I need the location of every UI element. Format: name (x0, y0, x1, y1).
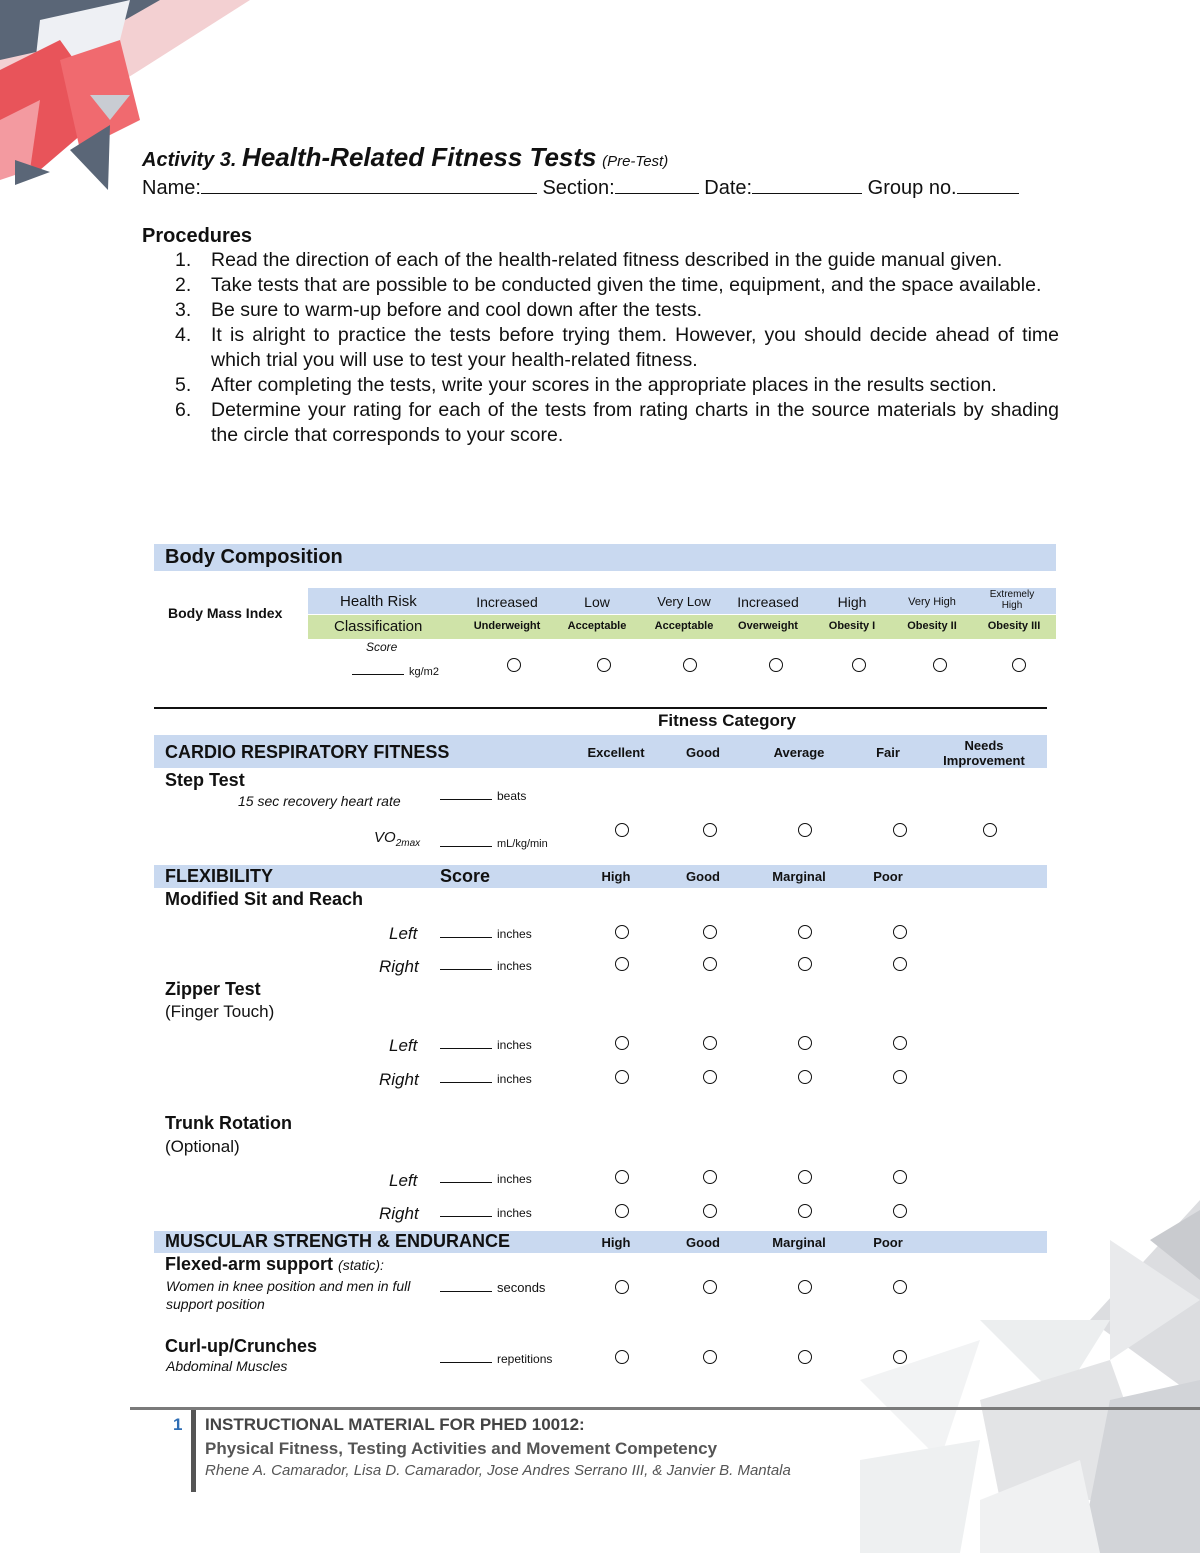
flexed-arm-title: Flexed-arm support (static): (165, 1254, 384, 1274)
procedures-heading: Procedures (142, 225, 253, 247)
muscular-option-circle[interactable] (703, 1280, 717, 1294)
risk-very-low: Very Low (657, 594, 711, 609)
class-obesity-2: Obesity II (907, 620, 957, 632)
procedure-step: 3. Be sure to warm-up before and cool down after the tests. (175, 299, 703, 321)
footer-authors: Rhene A. Camarador, Lisa D. Camarador, Jose Andres Serrano III, & Janvier B. Mantala (205, 1462, 791, 1479)
procedure-step: 5. After completing the tests, write your scores in the appropriate places in the results section. (175, 374, 997, 396)
risk-very-high: Very High (908, 596, 956, 608)
flex-option-circle[interactable] (893, 1036, 907, 1050)
cat-needs-improvement: Needs Improvement (943, 738, 1025, 768)
page-number: 1 (173, 1415, 183, 1434)
cardio-heading: CARDIO RESPIRATORY FITNESS (165, 742, 450, 762)
activity-suffix: (Pre-Test) (602, 153, 669, 170)
flex-option-circle[interactable] (703, 1170, 717, 1184)
flex-option-circle[interactable] (703, 1204, 717, 1218)
cat-excellent: Excellent (587, 745, 645, 760)
footer-course-subtitle: Physical Fitness, Testing Activities and Movement Competency (205, 1439, 718, 1458)
activity-name: Health-Related Fitness Tests (242, 142, 597, 172)
class-acceptable-2: Acceptable (654, 620, 714, 632)
bmi-option-circle[interactable] (507, 658, 521, 672)
bmi-label: Body Mass Index (168, 605, 283, 621)
bmi-option-circle[interactable] (769, 658, 783, 672)
flex-option-circle[interactable] (615, 925, 629, 939)
cat-good: Good (686, 869, 720, 884)
class-obesity-3: Obesity III (987, 620, 1041, 632)
cat-high: High (601, 1235, 631, 1250)
activity-title (142, 142, 668, 173)
flexibility-score-heading: Score (440, 866, 491, 886)
student-info-row (142, 175, 1019, 200)
flex-option-circle[interactable] (893, 1070, 907, 1084)
muscular-option-circle[interactable] (798, 1350, 812, 1364)
name-field[interactable] (201, 175, 537, 194)
section-field[interactable] (615, 175, 699, 194)
bmi-option-circle[interactable] (683, 658, 697, 672)
trunk-left-label: Left (389, 1171, 418, 1190)
trunk-rotation-subtitle: (Optional) (165, 1137, 240, 1156)
flex-option-circle[interactable] (615, 957, 629, 971)
cat-fair: Fair (876, 745, 900, 760)
zipper-left-label: Left (389, 1036, 418, 1055)
curl-up-field[interactable]: repetitions (440, 1350, 552, 1368)
risk-high: High (837, 594, 867, 610)
flex-option-circle[interactable] (798, 957, 812, 971)
flex-option-circle[interactable] (615, 1204, 629, 1218)
muscular-option-circle[interactable] (615, 1350, 629, 1364)
bmi-option-circle[interactable] (933, 658, 947, 672)
sit-reach-right-label: Right (379, 957, 419, 976)
heart-rate-label: 15 sec recovery heart rate (238, 793, 401, 809)
class-overweight: Overweight (738, 620, 798, 632)
class-underweight: Underweight (473, 620, 541, 632)
cat-good: Good (686, 745, 720, 760)
bmi-option-circle[interactable] (1012, 658, 1026, 672)
flexed-arm-field[interactable]: seconds (440, 1279, 545, 1297)
trunk-left-field[interactable]: inches (440, 1170, 532, 1188)
cat-poor: Poor (873, 1235, 903, 1250)
step-test-title: Step Test (165, 770, 245, 790)
trunk-rotation-title: Trunk Rotation (165, 1113, 292, 1133)
classification-label: Classification (334, 618, 423, 635)
flex-option-circle[interactable] (615, 1170, 629, 1184)
zipper-right-label: Right (379, 1070, 419, 1089)
sit-reach-left-label: Left (389, 924, 418, 943)
flex-option-circle[interactable] (703, 957, 717, 971)
risk-extremely-high: Extremely High (989, 589, 1035, 611)
flex-option-circle[interactable] (798, 1204, 812, 1218)
muscular-option-circle[interactable] (893, 1280, 907, 1294)
footer-divider (191, 1410, 196, 1492)
flex-option-circle[interactable] (615, 1036, 629, 1050)
curl-up-description: Abdominal Muscles (166, 1358, 288, 1374)
muscular-option-circle[interactable] (703, 1350, 717, 1364)
flex-option-circle[interactable] (893, 957, 907, 971)
flex-option-circle[interactable] (615, 1070, 629, 1084)
cat-average: Average (773, 745, 825, 760)
flexed-arm-description: Women in knee position and men in full support position (166, 1278, 411, 1312)
flex-option-circle[interactable] (893, 1204, 907, 1218)
muscular-option-circle[interactable] (798, 1280, 812, 1294)
procedure-step: 1. Read the direction of each of the health-related fitness described in the guide manual given. (175, 249, 1003, 271)
flex-option-circle[interactable] (893, 1170, 907, 1184)
procedure-step: 6. Determine your rating for each of the tests from rating charts in the source materials by shading the circle that corresponds to your score. (175, 399, 1059, 446)
date-label: Date: (704, 177, 753, 199)
bmi-option-circle[interactable] (852, 658, 866, 672)
fitness-category-heading: Fitness Category (658, 711, 796, 730)
vo2max-label: $VO_{2max}$ (374, 829, 421, 849)
flex-option-circle[interactable] (703, 1070, 717, 1084)
flex-option-circle[interactable] (798, 925, 812, 939)
flex-option-circle[interactable] (703, 1036, 717, 1050)
cardio-option-circle[interactable] (615, 823, 629, 837)
sit-reach-right-field[interactable]: inches (440, 957, 532, 975)
risk-increased-2: Increased (737, 594, 799, 610)
procedures-list (175, 248, 1059, 448)
curl-up-title: Curl-up/Crunches (165, 1336, 318, 1356)
trunk-right-field[interactable]: inches (440, 1204, 532, 1222)
cat-marginal: Marginal (772, 869, 826, 884)
vo2max-field[interactable]: mL/kg/min (440, 834, 548, 852)
cardio-option-circle[interactable] (893, 823, 907, 837)
zipper-left-field[interactable]: inches (440, 1036, 532, 1054)
health-risk-label: Health Risk (340, 593, 417, 610)
muscular-option-circle[interactable] (615, 1280, 629, 1294)
risk-increased: Increased (476, 594, 538, 610)
cardio-option-circle[interactable] (703, 823, 717, 837)
date-field[interactable] (752, 175, 862, 194)
flex-option-circle[interactable] (893, 925, 907, 939)
group-field[interactable] (957, 175, 1019, 194)
footer-rule (130, 1407, 1200, 1410)
name-label: Name: (142, 177, 201, 199)
bmi-score-label: Score (366, 640, 398, 654)
muscular-heading: MUSCULAR STRENGTH & ENDURANCE (165, 1231, 510, 1251)
procedure-step: 4. It is alright to practice the tests before trying them. However, you should decide ahead of time which trial you will use to test your health-related fitness. (175, 324, 1059, 371)
cardio-option-circle[interactable] (798, 823, 812, 837)
flex-option-circle[interactable] (703, 925, 717, 939)
cat-marginal: Marginal (772, 1235, 826, 1250)
flex-option-circle[interactable] (798, 1036, 812, 1050)
class-obesity-1: Obesity I (828, 620, 876, 632)
section-label: Section: (542, 177, 615, 199)
sit-reach-title: Modified Sit and Reach (165, 889, 364, 909)
footer-course-title: INSTRUCTIONAL MATERIAL FOR PHED 10012: (205, 1415, 585, 1434)
cardio-option-circle[interactable] (983, 823, 997, 837)
trunk-right-label: Right (379, 1204, 419, 1223)
flex-option-circle[interactable] (798, 1070, 812, 1084)
cat-high: High (601, 869, 631, 884)
flexibility-heading: FLEXIBILITY (165, 866, 273, 886)
cat-poor: Poor (873, 869, 903, 884)
body-composition-heading: Body Composition (165, 546, 343, 568)
heart-rate-field[interactable]: beats (440, 787, 526, 805)
bmi-option-circle[interactable] (597, 658, 611, 672)
class-acceptable: Acceptable (567, 620, 627, 632)
muscular-option-circle[interactable] (893, 1350, 907, 1364)
flex-option-circle[interactable] (798, 1170, 812, 1184)
cat-good: Good (686, 1235, 720, 1250)
risk-low: Low (584, 594, 610, 610)
zipper-subtitle: (Finger Touch) (165, 1002, 275, 1021)
zipper-title: Zipper Test (165, 979, 261, 999)
procedure-step: 2. Take tests that are possible to be conducted given the time, equipment, and the space available. (175, 274, 1042, 296)
category-divider (154, 707, 1047, 709)
group-label: Group no. (867, 177, 957, 199)
zipper-right-field[interactable]: inches (440, 1070, 532, 1088)
bmi-score-field[interactable]: kg/m2 (352, 662, 439, 678)
activity-prefix: Activity 3. (142, 149, 237, 171)
sit-reach-left-field[interactable]: inches (440, 925, 532, 943)
